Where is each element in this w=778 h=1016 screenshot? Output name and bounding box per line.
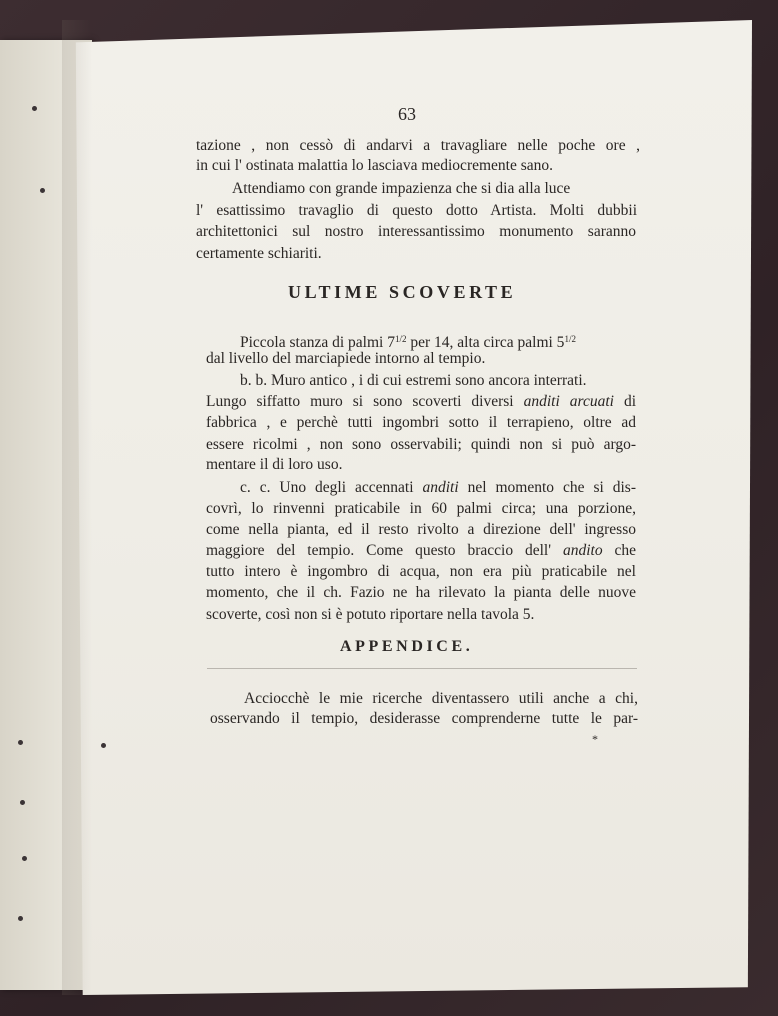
text-line: l' esattissimo travaglio di questo dotto Artista. Molti dubbii (196, 202, 637, 219)
text-fragment: maggiore del tempio. Come questo braccio dell' (206, 542, 563, 559)
text-line: come nella pianta, ed il resto rivolto a direzione dell' ingresso (206, 521, 636, 538)
page-gutter-shadow (62, 20, 92, 995)
text-line: fabbrica , e perchè tutti ingombri sotto il terrapieno, oltre ad (206, 414, 636, 431)
text-line: dal livello del marciapiede intorno al tempio. (206, 350, 486, 367)
text-line: scoverte, così non si è potuto riportare nella tavola 5. (206, 606, 535, 623)
fraction: 1/2 (394, 334, 407, 344)
divider (207, 668, 637, 669)
text-line: b. b. Muro antico , i di cui estremi sono ancora interrati. (240, 372, 587, 389)
binding-hole (18, 740, 23, 745)
binding-hole (101, 743, 106, 748)
signature-mark: * (592, 732, 598, 746)
text-line (206, 542, 636, 560)
text-line: Attendiamo con grande impazienza che si dia alla luce (232, 180, 571, 197)
text-fragment: c. c. Uno degli accennati (240, 479, 423, 496)
binding-hole (40, 188, 45, 193)
text-line (240, 330, 576, 352)
text-line: tazione , non cessò di andarvi a travagliare nelle poche ore , (196, 137, 640, 154)
section-title: APPENDICE. (340, 638, 474, 655)
text-line (206, 393, 636, 411)
text-fragment: Piccola stanza di palmi 7 (240, 334, 395, 351)
section-title: ULTIME SCOVERTE (288, 282, 517, 302)
binding-hole (20, 800, 25, 805)
text-fragment: Lungo siffatto muro si sono scoverti diversi (206, 393, 524, 410)
text-fragment: nel momento che si dis- (458, 479, 636, 496)
text-fragment: che (602, 542, 637, 559)
text-line: Acciocchè le mie ricerche diventassero utili anche a chi, (244, 690, 638, 707)
italic-term: anditi (422, 479, 459, 496)
text-fragment: di (613, 393, 636, 410)
text-line: in cui l' ostinata malattia lo lasciava mediocremente sano. (196, 157, 554, 174)
text-line: covrì, lo rinvenni praticabile in 60 palmi circa; una porzione, (206, 500, 636, 517)
text-line: architettonici sul nostro interessantissimo monumento saranno (196, 223, 636, 240)
text-line: momento, che il ch. Fazio ne ha rilevato la pianta delle nuove (206, 584, 636, 601)
binding-hole (32, 106, 37, 111)
text-line: certamente schiariti. (196, 245, 322, 262)
text-line: mentare il di loro uso. (206, 456, 343, 473)
fraction: 1/2 (564, 334, 576, 344)
binding-hole (22, 856, 27, 861)
italic-term: andito (562, 542, 603, 559)
text-fragment: per 14, alta circa palmi 5 (406, 334, 565, 351)
text-line: osservando il tempio, desiderasse comprenderne tutte le par- (210, 710, 638, 727)
binding-hole (18, 916, 23, 921)
page-number: 63 (398, 104, 416, 124)
italic-term: anditi arcuati (523, 393, 614, 410)
text-line (240, 479, 636, 497)
text-line: tutto intero è ingombro di acqua, non era più praticabile nel (206, 563, 636, 580)
text-line: essere ricolmi , non sono osservabili; quindi non si può argo- (206, 436, 636, 453)
